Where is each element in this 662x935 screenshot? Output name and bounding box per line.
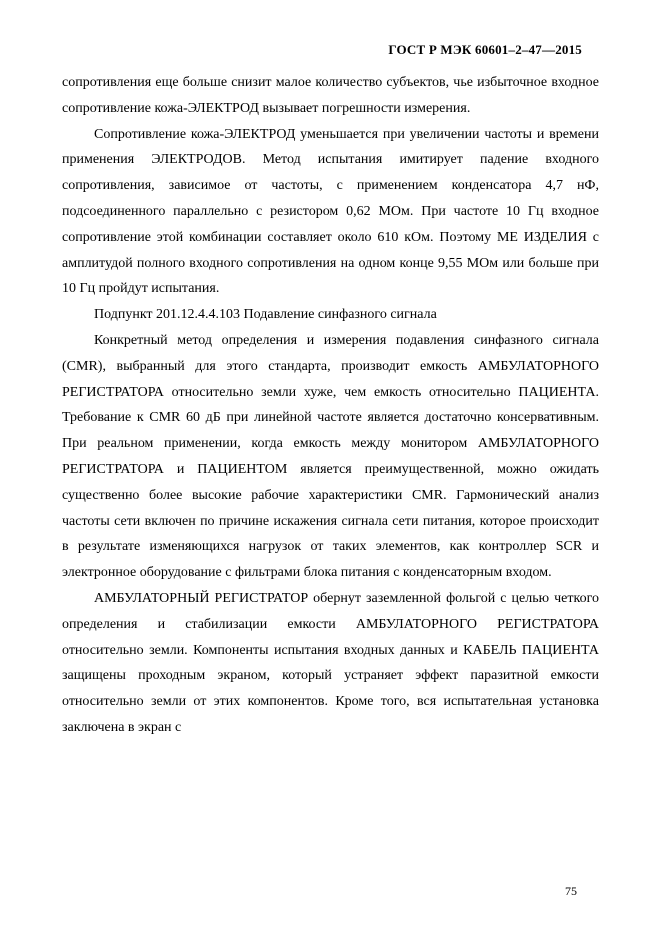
paragraph-skin-electrode-resistance: Сопротивление кожа-ЭЛЕКТРОД уменьшается при увеличении частоты и времени применения ЭЛЕКТРОДОВ. Метод испытания имитирует падение входного сопротивления, зависимое от частоты, с применением конденсатора 4,7 нФ, подсоединенного параллельно с резистором 0,62 МОм. При частоте 10 Гц входное сопротивление этой комбинации составляет около 610 кОм. Поэтому МЕ ИЗДЕЛИЯ с амплитудой полного входного сопротивления на одном конце 9,55 МОм или больше при 10 Гц пройдут испытания. [62, 126, 599, 297]
standard-header: ГОСТ Р МЭК 60601–2–47—2015 [388, 42, 582, 57]
page-number: 75 [565, 884, 577, 898]
subclause-heading: Подпункт 201.12.4.4.103 Подавление синфазного сигнала [94, 307, 437, 323]
body-text [62, 70, 599, 741]
paragraph-cmr-method: Конкретный метод определения и измерения подавления синфазного сигнала (CMR), выбранный для этого стандарта, производит емкость АМБУЛАТОРНОГО РЕГИСТРАТОРА относительно земли хуже, чем емкость относительно ПАЦИЕНТА. Требование к CMR 60 дБ при линейной частоте является достаточно консервативным. При реальном применении, когда емкость между монитором АМБУЛАТОРНОГО РЕГИСТРАТОРА и ПАЦИЕНТОМ является преимущественной, можно ожидать существенно более высокие рабочие характеристики CMR. Гармонический анализ частоты сети включен по причине искажения сигнала сети питания, которое происходит в результате изменяющихся нагрузок от таких элементов, как контроллер SCR и электронное оборудование с фильтрами блока питания с конденсаторным входом. [62, 332, 599, 581]
paragraph-continuation: сопротивления еще больше снизит малое количество субъектов, чье избыточное входное сопротивление кожа-ЭЛЕКТРОД вызывает погрешности измерения. [62, 75, 599, 116]
paragraph-ambulatory-recorder: АМБУЛАТОРНЫЙ РЕГИСТРАТОР обернут заземленной фольгой с целью четкого определения и стабилизации емкости АМБУЛАТОРНОГО РЕГИСТРАТОРА относительно земли. Компоненты испытания входных данных и КАБЕЛЬ ПАЦИЕНТА защищены проходным экраном, который устраняет эффект паразитной емкости относительно земли от этих компонентов. Кроме того, вся испытательная установка заключена в экран с [62, 590, 599, 735]
